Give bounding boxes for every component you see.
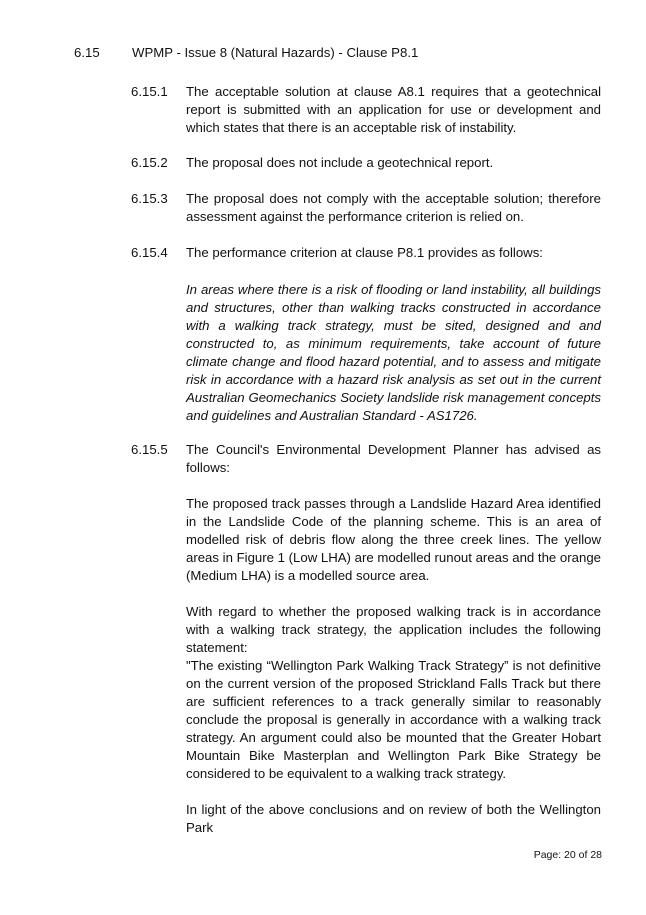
clause-number: 6.15.1 bbox=[131, 84, 168, 99]
clause-number: 6.15.3 bbox=[131, 191, 168, 206]
clause-text: The acceptable solution at clause A8.1 requires that a geotechnical report is submitted with an application for use or development and which states that there is an acceptable risk of instability. bbox=[186, 84, 601, 135]
application-statement-quote: "The existing “Wellington Park Walking Track Strategy” is not definitive on the current version of the proposed Strickland Falls Track but there are sufficient references to a track generally similar to reasonably conclude the proposal is generally in accordance with a walking track strategy. An argument could also be mounted that the Greater Hobart Mountain Bike Masterplan and Wellington Park Bike Strategy be considered to be equivalent to a walking track strategy. bbox=[186, 658, 601, 781]
page-number: Page: 20 of 28 bbox=[533, 849, 602, 861]
clause-6-15-4 bbox=[131, 244, 601, 262]
clause-6-15-3 bbox=[131, 190, 601, 226]
clause-text: The proposal does not comply with the acceptable solution; therefore assessment against the performance criterion is relied on. bbox=[186, 191, 601, 224]
clause-text: The proposal does not include a geotechnical report. bbox=[186, 155, 494, 170]
clause-6-15-2 bbox=[131, 154, 601, 172]
advice-paragraph: The proposed track passes through a Landslide Hazard Area identified in the Landslide Code of the planning scheme. This is an area of modelled risk of debris flow along the three creek lines. The yellow areas in Figure 1 (Low LHA) are modelled runout areas and the orange (Medium LHA) is a modelled source area. bbox=[186, 496, 601, 583]
section-title: WPMP - Issue 8 (Natural Hazards) - Clause P8.1 bbox=[132, 45, 419, 60]
section-number: 6.15 bbox=[74, 45, 100, 60]
clause-number: 6.15.2 bbox=[131, 155, 168, 170]
clause-number: 6.15.5 bbox=[131, 442, 168, 457]
clause-text: The Council's Environmental Development Planner has advised as follows: bbox=[186, 442, 601, 475]
advice-paragraph: With regard to whether the proposed walking track is in accordance with a walking track strategy, the application includes the following statement: bbox=[186, 604, 601, 655]
clause-number: 6.15.4 bbox=[131, 245, 168, 260]
clause-text: The performance criterion at clause P8.1 provides as follows: bbox=[186, 245, 543, 260]
clause-6-15-1 bbox=[131, 83, 601, 137]
performance-criterion-quote: In areas where there is a risk of flooding or land instability, all buildings and structures, other than walking tracks constructed in accordance with a walking track strategy, must be sited, designed and and constructed to, as minimum requirements, take account of future climate change and flood hazard potential, and to assess and mitigate risk in accordance with a hazard risk analysis as set out in the current Australian Geomechanics Society landslide risk management concepts and guidelines and Australian Standard - AS1726. bbox=[186, 282, 601, 423]
clause-6-15-5 bbox=[131, 441, 601, 477]
advice-paragraph: In light of the above conclusions and on review of both the Wellington Park bbox=[186, 802, 601, 835]
section-heading bbox=[74, 44, 418, 62]
